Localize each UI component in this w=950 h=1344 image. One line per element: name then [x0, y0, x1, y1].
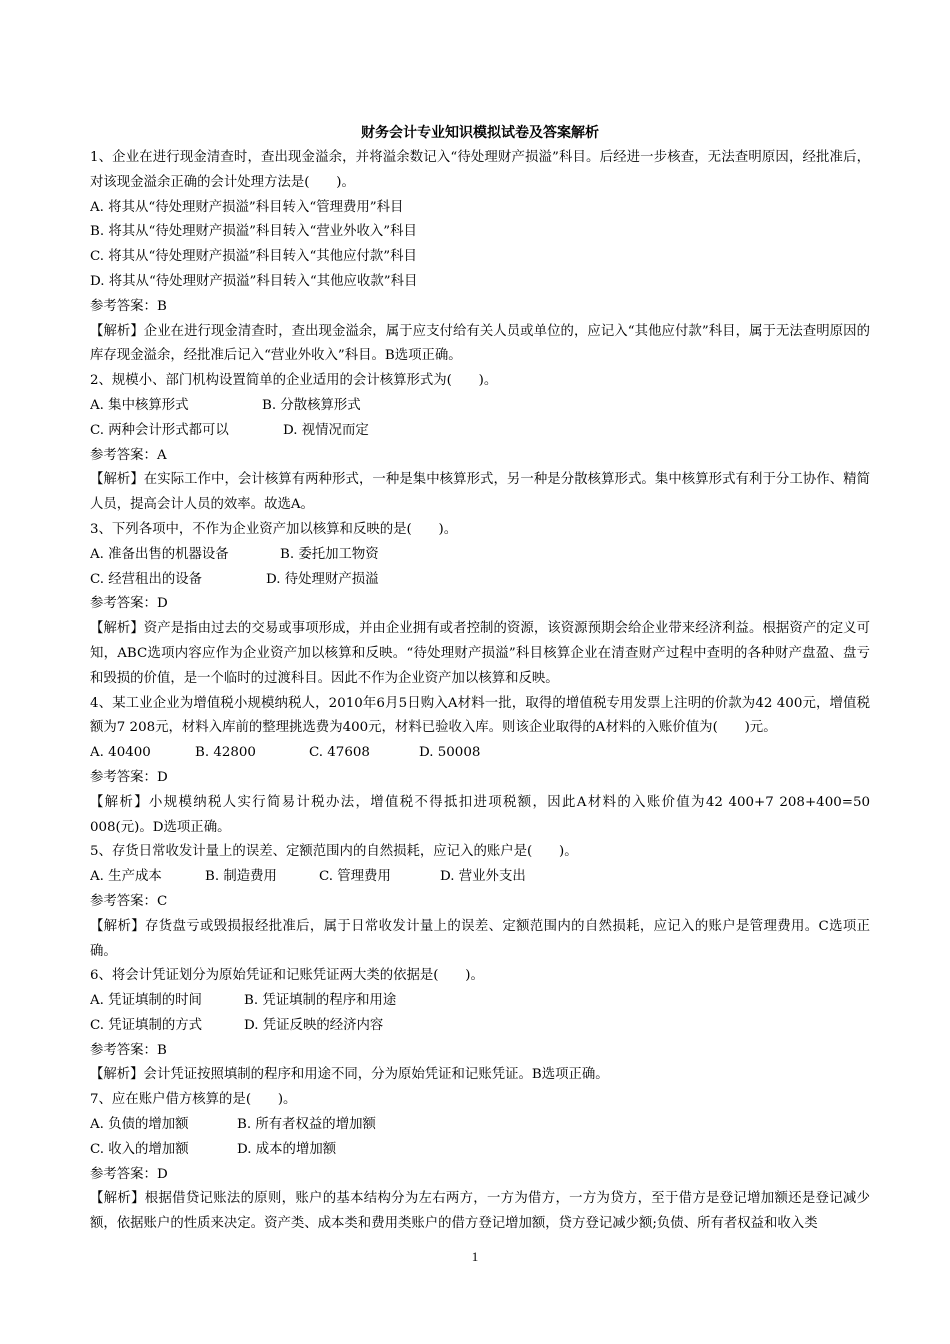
question-4-options-row: [90, 741, 870, 766]
question-4-stem: 4、某工业企业为增值税小规模纳税人，2010年6月5日购入A材料一批，取得的增值税专用发票上注明的价款为42 400元，增值税额为7 208元，材料入库前的整理挑选费为400元，材料已验收入库。则该企业取得的A材料的入账价值为( )元。: [90, 695, 870, 736]
question-6-options-row-1: [90, 989, 870, 1014]
question-5-analysis: 【解析】存货盘亏或毁损报经批准后，属于日常收发计量上的误差、定额范围内的自然损耗，应记入的账户是管理费用。C选项正确。: [90, 918, 870, 959]
question-6-option-c: C. 凭证填制的方式: [90, 1017, 203, 1033]
question-3-option-c: C. 经营租出的设备: [90, 571, 203, 587]
question-3-answer: 参考答案：D: [90, 596, 168, 612]
question-7-option-a: A. 负债的增加额: [90, 1117, 189, 1133]
question-3-option-d: D. 待处理财产损溢: [266, 571, 379, 587]
question-7-stem: 7、应在账户借方核算的是( )。: [90, 1092, 297, 1108]
question-5-option-b: B. 制造费用: [205, 869, 277, 885]
question-4-answer: 参考答案：D: [90, 769, 168, 785]
question-5-option-a: A. 生产成本: [90, 869, 162, 885]
question-4-option-b: B. 42800: [195, 745, 256, 761]
question-3-stem: 3、下列各项中，不作为企业资产加以核算和反映的是( )。: [90, 521, 458, 537]
question-2-answer: 参考答案：A: [90, 447, 167, 463]
question-1-option-c: C. 将其从“待处理财产损溢”科目转入“其他应付款”科目: [90, 249, 417, 265]
question-7-options-row-2: [90, 1138, 870, 1163]
question-5-option-c: C. 管理费用: [319, 869, 391, 885]
question-2-stem: 2、规模小、部门机构设置简单的企业适用的会计核算形式为( )。: [90, 373, 498, 389]
question-1-stem: 1、企业在进行现金清查时，查出现金溢余，并将溢余数记入“待处理财产损溢”科目。后经进一步核查，无法查明原因，经批准后，对该现金溢余正确的会计处理方法是( )。: [90, 150, 870, 190]
question-1-answer: 参考答案：B: [90, 298, 167, 314]
question-7-option-d: D. 成本的增加额: [237, 1141, 337, 1157]
document-title: 财务会计专业知识模拟试卷及答案解析: [361, 125, 599, 141]
question-3-options-row-2: [90, 568, 870, 593]
question-7-answer: 参考答案：D: [90, 1166, 168, 1182]
question-2-options-row-2: [90, 419, 870, 444]
question-6-stem: 6、将会计凭证划分为原始凭证和记账凭证两大类的依据是( )。: [90, 968, 484, 984]
question-6-option-b: B. 凭证填制的程序和用途: [244, 993, 397, 1009]
question-7-analysis: 【解析】根据借贷记账法的原则，账户的基本结构分为左右两方，一方为借方，一方为贷方，至于借方是登记增加额还是登记减少额，依据账户的性质来决定。资产类、成本类和费用类账户的借方登记增加额，贷方登记减少额;负债、所有者权益和收入类: [90, 1191, 870, 1232]
question-1-option-d: D. 将其从“待处理财产损溢”科目转入“其他应收款”科目: [90, 273, 418, 289]
question-5-options-row: [90, 865, 870, 890]
question-1-analysis: 【解析】企业在进行现金清查时，查出现金溢余，属于应支付给有关人员或单位的，应记入“其他应付款”科目，属于无法查明原因的库存现金溢余，经批准后记入“营业外收入”科目。B选项正确。: [90, 323, 870, 364]
question-2-options-row-1: [90, 394, 870, 419]
question-3-analysis: 【解析】资产是指由过去的交易或事项形成，并由企业拥有或者控制的资源，该资源预期会给企业带来经济利益。根据资产的定义可知，ABC选项内容应作为企业资产加以核算和反映。“待处理财产损溢”科目核算企业在清查财产过程中查明的各种财产盘盈、盘亏和毁损的价值，是一个临时的过渡科目。因此不作为企业资产加以核算和反映。: [90, 621, 870, 686]
question-6-answer: 参考答案：B: [90, 1042, 167, 1058]
question-1-option-b: B. 将其从“待处理财产损溢”科目转入“营业外收入”科目: [90, 224, 417, 240]
question-5-stem: 5、存货日常收发计量上的误差、定额范围内的自然损耗，应记入的账户是( )。: [90, 844, 578, 860]
question-4-option-d: D. 50008: [419, 745, 481, 761]
question-6-option-a: A. 凭证填制的时间: [90, 993, 202, 1009]
question-2-analysis: 【解析】在实际工作中，会计核算有两种形式，一种是集中核算形式，另一种是分散核算形式。集中核算形式有利于分工协作、精简人员，提高会计人员的效率。故选A。: [90, 472, 870, 513]
question-7-option-c: C. 收入的增加额: [90, 1141, 189, 1157]
question-4-option-a: A. 40400: [90, 745, 151, 761]
question-6-option-d: D. 凭证反映的经济内容: [244, 1017, 384, 1033]
question-7-option-b: B. 所有者权益的增加额: [237, 1117, 376, 1133]
question-3-options-row-1: [90, 543, 870, 568]
question-6-options-row-2: [90, 1014, 870, 1039]
question-2-option-a: A. 集中核算形式: [90, 397, 189, 413]
question-5-option-d: D. 营业外支出: [440, 869, 526, 885]
question-5-answer: 参考答案：C: [90, 893, 168, 909]
page-number: 1: [471, 1249, 479, 1264]
question-3-option-b: B. 委托加工物资: [280, 546, 379, 562]
question-1-option-a: A. 将其从“待处理财产损溢”科目转入“管理费用”科目: [90, 199, 404, 215]
question-3-option-a: A. 准备出售的机器设备: [90, 546, 229, 562]
question-2-option-b: B. 分散核算形式: [262, 397, 361, 413]
question-2-option-c: C. 两种会计形式都可以: [90, 422, 229, 438]
document-body: [90, 146, 870, 1237]
question-4-option-c: C. 47608: [309, 745, 370, 761]
question-4-analysis: 【解析】小规模纳税人实行简易计税办法，增值税不得抵扣进项税额，因此A材料的入账价值为42 400+7 208+400=50 008(元)。D选项正确。: [90, 794, 870, 835]
question-6-analysis: 【解析】会计凭证按照填制的程序和用途不同，分为原始凭证和记账凭证。B选项正确。: [90, 1067, 609, 1083]
question-7-options-row-1: [90, 1113, 870, 1138]
question-2-option-d: D. 视情况而定: [283, 422, 369, 438]
